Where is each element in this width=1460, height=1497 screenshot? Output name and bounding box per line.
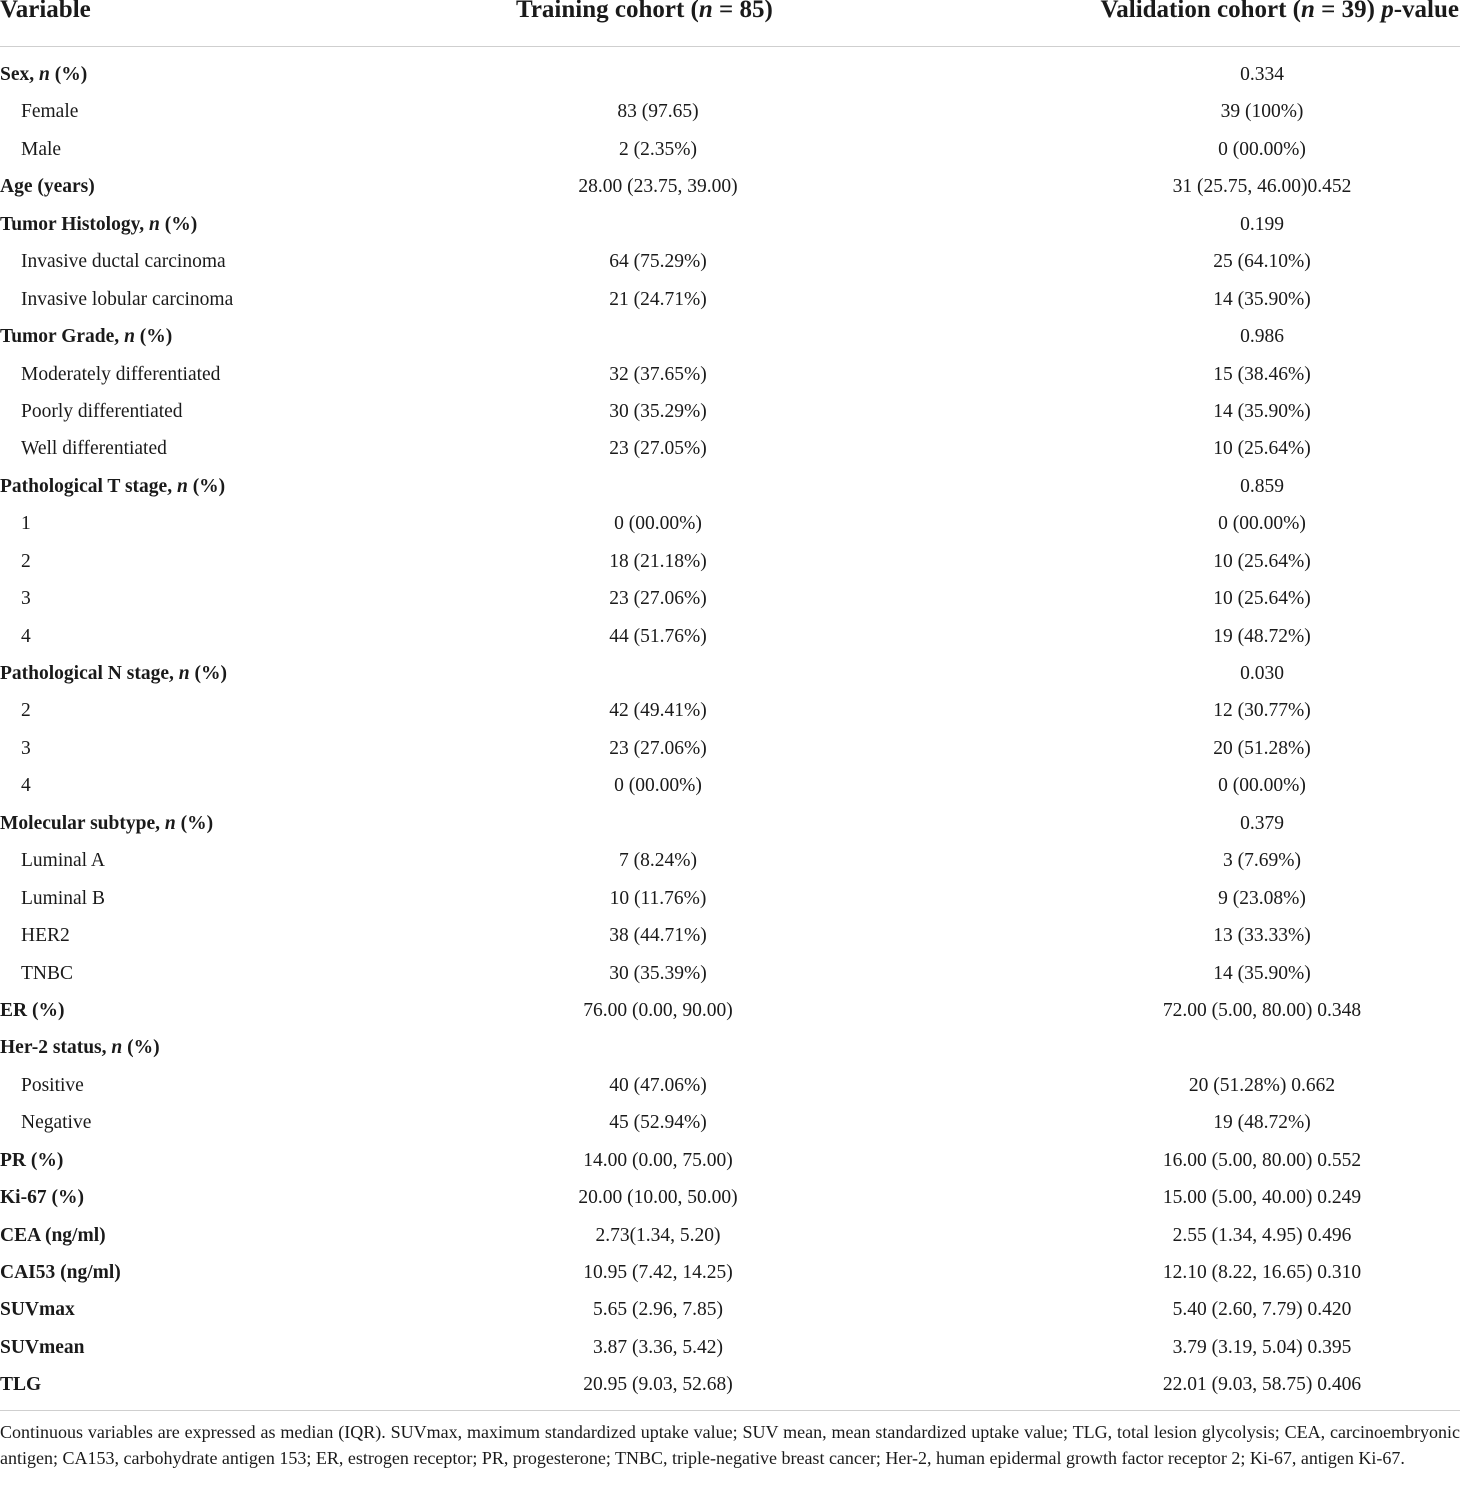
validation-cell: 0 (00.00%) bbox=[1218, 775, 1306, 797]
training-cell: 38 (44.71%) bbox=[609, 925, 707, 947]
training-cell: 0 (00.00%) bbox=[614, 775, 702, 797]
variable-cell: ER (%) bbox=[0, 999, 65, 1021]
training-cell: 20.95 (9.03, 52.68) bbox=[583, 1374, 733, 1396]
validation-cell: 19 (48.72%) bbox=[1213, 1112, 1311, 1134]
training-cell: 0 (00.00%) bbox=[614, 513, 702, 535]
variable-cell: SUVmax bbox=[0, 1299, 75, 1321]
training-cell: 42 (49.41%) bbox=[609, 700, 707, 722]
variable-cell: Moderately differentiated bbox=[21, 363, 221, 385]
validation-cell: 2.55 (1.34, 4.95) 0.496 bbox=[1172, 1224, 1352, 1246]
table-header bbox=[0, 0, 1460, 47]
validation-cell: 12 (30.77%) bbox=[1213, 700, 1311, 722]
training-cell: 23 (27.05%) bbox=[609, 438, 707, 460]
variable-cell: 4 bbox=[21, 775, 31, 797]
table-row bbox=[0, 995, 1460, 1032]
table-row bbox=[0, 96, 1460, 133]
training-cell: 7 (8.24%) bbox=[619, 850, 697, 872]
validation-cell: 15.00 (5.00, 40.00) 0.249 bbox=[1162, 1187, 1362, 1209]
table-row bbox=[0, 1107, 1460, 1144]
training-cell: 30 (35.39%) bbox=[609, 962, 707, 984]
table-row bbox=[0, 695, 1460, 732]
table-row bbox=[0, 845, 1460, 882]
validation-cell: 14 (35.90%) bbox=[1213, 962, 1311, 984]
table-row bbox=[0, 1369, 1460, 1406]
table-row bbox=[0, 1032, 1460, 1069]
variable-cell: Sex, n (%) bbox=[0, 64, 88, 85]
variable-cell: Negative bbox=[21, 1112, 92, 1134]
table-row bbox=[0, 546, 1460, 583]
training-cell: 23 (27.06%) bbox=[609, 588, 707, 610]
variable-cell: 3 bbox=[21, 588, 31, 610]
table-row bbox=[0, 396, 1460, 433]
variable-cell: 2 bbox=[21, 700, 31, 722]
validation-cell: 0 (00.00%) bbox=[1218, 138, 1306, 160]
training-cell: 30 (35.29%) bbox=[609, 400, 707, 422]
table-row bbox=[0, 1070, 1460, 1107]
training-cell: 2 (2.35%) bbox=[619, 138, 697, 160]
validation-cell: 16.00 (5.00, 80.00) 0.552 bbox=[1162, 1149, 1362, 1171]
validation-cell: 39 (100%) bbox=[1220, 101, 1304, 123]
variable-cell: Molecular subtype, n (%) bbox=[0, 812, 214, 834]
variable-cell: 3 bbox=[21, 737, 31, 759]
training-cell: 20.00 (10.00, 50.00) bbox=[578, 1187, 738, 1209]
table-row bbox=[0, 1220, 1460, 1257]
table-row bbox=[0, 246, 1460, 283]
variable-cell: Her-2 status, n (%) bbox=[0, 1037, 160, 1059]
training-cell: 45 (52.94%) bbox=[609, 1112, 707, 1134]
validation-cell: 0 (00.00%) bbox=[1218, 513, 1306, 535]
training-cell: 28.00 (23.75, 39.00) bbox=[578, 176, 738, 198]
validation-cell: 15 (38.46%) bbox=[1213, 363, 1311, 385]
table-row bbox=[0, 770, 1460, 807]
table-row bbox=[0, 1182, 1460, 1219]
table-row bbox=[0, 59, 1460, 96]
training-cell: 2.73(1.34, 5.20) bbox=[595, 1224, 721, 1246]
table-row bbox=[0, 433, 1460, 470]
training-cell: 21 (24.71%) bbox=[609, 288, 707, 310]
table-row bbox=[0, 1294, 1460, 1331]
table-row bbox=[0, 920, 1460, 957]
validation-cell: 72.00 (5.00, 80.00) 0.348 bbox=[1162, 999, 1362, 1021]
variable-cell: CAI53 (ng/ml) bbox=[0, 1262, 121, 1283]
validation-cell: 0.030 bbox=[1240, 663, 1284, 684]
variable-cell: Age (years) bbox=[0, 176, 95, 198]
table-row bbox=[0, 284, 1460, 321]
training-cell: 10.95 (7.42, 14.25) bbox=[583, 1262, 733, 1283]
validation-cell: 14 (35.90%) bbox=[1213, 288, 1311, 310]
table-row bbox=[0, 958, 1460, 995]
table-row bbox=[0, 171, 1460, 208]
table-row bbox=[0, 1145, 1460, 1182]
validation-cell: 0.859 bbox=[1240, 475, 1284, 497]
variable-cell: SUVmean bbox=[0, 1336, 85, 1358]
validation-cell: 12.10 (8.22, 16.65) 0.310 bbox=[1162, 1262, 1362, 1283]
table-row bbox=[0, 1332, 1460, 1369]
training-cell: 83 (97.65) bbox=[617, 101, 699, 123]
training-cell: 40 (47.06%) bbox=[609, 1074, 707, 1096]
table-row bbox=[0, 733, 1460, 770]
variable-cell: Female bbox=[21, 101, 79, 123]
validation-cell: 20 (51.28%) 0.662 bbox=[1188, 1074, 1336, 1096]
variable-cell: Tumor Histology, n (%) bbox=[0, 213, 198, 235]
header-training-cohort: Training cohort (n = 85) bbox=[516, 0, 773, 23]
validation-cell: 19 (48.72%) bbox=[1213, 625, 1311, 647]
validation-cell: 9 (23.08%) bbox=[1218, 887, 1306, 909]
variable-cell: HER2 bbox=[21, 925, 70, 947]
variable-cell: TNBC bbox=[21, 962, 74, 984]
table-row bbox=[0, 508, 1460, 545]
table-row bbox=[0, 658, 1460, 695]
validation-cell: 25 (64.10%) bbox=[1213, 251, 1311, 273]
training-cell: 64 (75.29%) bbox=[609, 251, 707, 273]
training-cell: 76.00 (0.00, 90.00) bbox=[583, 999, 733, 1021]
table-row bbox=[0, 883, 1460, 920]
variable-cell: Invasive ductal carcinoma bbox=[21, 251, 226, 273]
validation-cell: 3 (7.69%) bbox=[1223, 850, 1301, 872]
variable-cell: Ki-67 (%) bbox=[0, 1187, 84, 1209]
validation-cell: 22.01 (9.03, 58.75) 0.406 bbox=[1162, 1374, 1362, 1396]
validation-cell: 0.334 bbox=[1240, 64, 1284, 85]
training-cell: 5.65 (2.96, 7.85) bbox=[593, 1299, 723, 1321]
validation-cell: 20 (51.28%) bbox=[1213, 737, 1311, 759]
training-cell: 10 (11.76%) bbox=[609, 887, 707, 909]
validation-cell: 0.986 bbox=[1240, 326, 1284, 348]
variable-cell: 1 bbox=[21, 513, 31, 535]
validation-cell: 3.79 (3.19, 5.04) 0.395 bbox=[1172, 1336, 1352, 1358]
header-variable: Variable bbox=[0, 0, 91, 23]
variable-cell: Invasive lobular carcinoma bbox=[21, 288, 234, 310]
variable-cell: Pathological N stage, n (%) bbox=[0, 663, 227, 684]
training-cell: 14.00 (0.00, 75.00) bbox=[583, 1149, 733, 1171]
table-row bbox=[0, 209, 1460, 246]
validation-cell: 5.40 (2.60, 7.79) 0.420 bbox=[1172, 1299, 1352, 1321]
validation-cell: 0.199 bbox=[1240, 213, 1284, 235]
variable-cell: Luminal B bbox=[21, 887, 105, 909]
variable-cell: PR (%) bbox=[0, 1149, 64, 1171]
header-validation-cohort: Validation cohort (n = 39) p-value bbox=[1100, 0, 1459, 23]
variable-cell: Poorly differentiated bbox=[21, 400, 183, 422]
variable-cell: Well differentiated bbox=[21, 438, 167, 460]
variable-cell: Male bbox=[21, 138, 62, 160]
training-cell: 32 (37.65%) bbox=[609, 363, 707, 385]
training-cell: 18 (21.18%) bbox=[609, 550, 707, 572]
validation-cell: 14 (35.90%) bbox=[1213, 400, 1311, 422]
table-row bbox=[0, 808, 1460, 845]
variable-cell: 2 bbox=[21, 550, 31, 572]
variable-cell: 4 bbox=[21, 625, 31, 647]
table-body bbox=[0, 59, 1460, 1407]
variable-cell: Luminal A bbox=[21, 850, 105, 872]
validation-cell: 10 (25.64%) bbox=[1213, 438, 1311, 460]
variable-cell: Pathological T stage, n (%) bbox=[0, 475, 226, 497]
table-row bbox=[0, 1257, 1460, 1294]
variable-cell: CEA (ng/ml) bbox=[0, 1224, 106, 1246]
training-cell: 23 (27.06%) bbox=[609, 737, 707, 759]
validation-cell: 0.379 bbox=[1240, 812, 1284, 834]
validation-cell: 10 (25.64%) bbox=[1213, 588, 1311, 610]
table-row bbox=[0, 621, 1460, 658]
variable-cell: Positive bbox=[21, 1074, 84, 1096]
table-row bbox=[0, 583, 1460, 620]
table-row bbox=[0, 134, 1460, 171]
footer-divider bbox=[0, 1410, 1460, 1411]
table-row bbox=[0, 321, 1460, 358]
training-cell: 44 (51.76%) bbox=[609, 625, 707, 647]
validation-cell: 10 (25.64%) bbox=[1213, 550, 1311, 572]
table-row bbox=[0, 359, 1460, 396]
validation-cell: 13 (33.33%) bbox=[1213, 925, 1311, 947]
validation-cell: 31 (25.75, 46.00)0.452 bbox=[1172, 176, 1352, 198]
variable-cell: Tumor Grade, n (%) bbox=[0, 326, 173, 348]
training-cell: 3.87 (3.36, 5.42) bbox=[593, 1336, 723, 1358]
variable-cell: TLG bbox=[0, 1374, 42, 1396]
table-row bbox=[0, 471, 1460, 508]
table-footnote: Continuous variables are expressed as median (IQR). SUVmax, maximum standardized uptake value; SUV mean, mean standardized uptake value; TLG, total lesion glycolysis; CEA, carcinoembryonic antigen; CA153, carbohydrate antigen 153; ER, estrogen receptor; PR, progesterone; TNBC, triple-negative breast cancer; Her-2, human epidermal growth factor receptor 2; Ki-67, antigen Ki-67. bbox=[0, 1422, 1460, 1468]
